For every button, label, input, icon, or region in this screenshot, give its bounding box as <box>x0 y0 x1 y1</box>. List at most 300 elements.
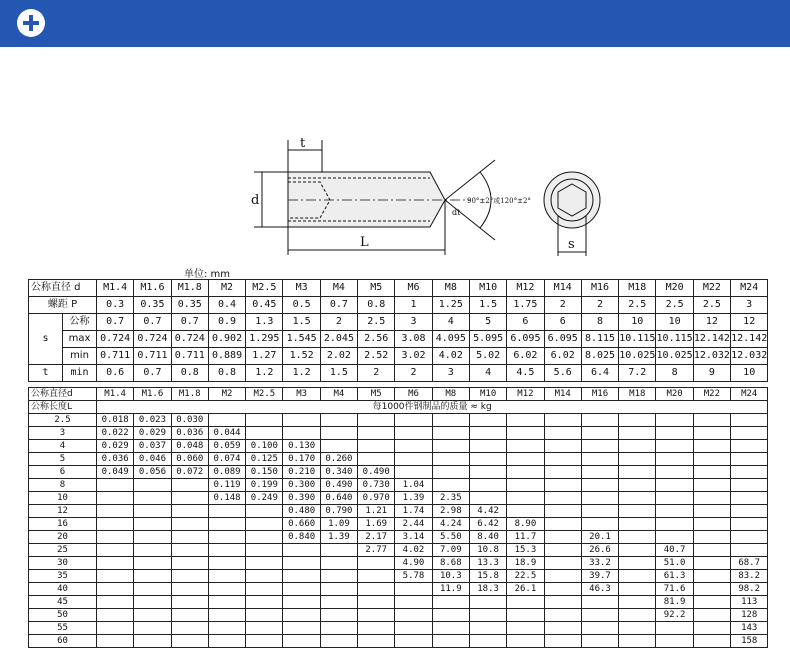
mass-cell <box>97 531 134 544</box>
pitch-label: 螺距 P <box>29 297 97 314</box>
size-header-cell: M16 <box>581 388 618 401</box>
mass-cell <box>544 557 581 570</box>
s-cell: 12.032 <box>693 348 730 365</box>
s-cell: 0.711 <box>97 348 134 365</box>
mass-cell: 5.50 <box>432 531 469 544</box>
mass-cell <box>97 596 134 609</box>
mass-cell <box>507 596 544 609</box>
s-cell: 3.02 <box>395 348 432 365</box>
mass-cell: 0.056 <box>134 466 171 479</box>
mass-cell: 0.060 <box>171 453 208 466</box>
mass-cell <box>507 414 544 427</box>
mass-cell: 0.490 <box>320 479 357 492</box>
mass-cell <box>731 531 768 544</box>
mass-cell <box>656 635 693 648</box>
mass-cell <box>246 414 283 427</box>
s-sub-label: 公称 <box>63 314 97 331</box>
s-cell: 1.52 <box>283 348 320 365</box>
mass-cell <box>246 557 283 570</box>
mass-cell: 0.170 <box>283 453 320 466</box>
s-cell: 12.032 <box>731 348 768 365</box>
length-label: 公称长度L <box>29 401 97 414</box>
mass-cell <box>581 505 618 518</box>
mass-cell <box>693 531 730 544</box>
mass-cell <box>171 544 208 557</box>
mass-cell <box>358 596 395 609</box>
mass-cell <box>320 622 357 635</box>
mass-cell <box>320 414 357 427</box>
mass-cell <box>171 635 208 648</box>
mass-cell <box>320 596 357 609</box>
s-cell: 10.025 <box>619 348 656 365</box>
size-header-cell: M24 <box>731 280 768 297</box>
mass-cell <box>544 492 581 505</box>
mass-cell <box>731 479 768 492</box>
mass-cell <box>656 414 693 427</box>
dim-dt-label: dt <box>452 208 461 217</box>
mass-row <box>29 609 768 622</box>
mass-cell <box>469 596 506 609</box>
s-cell: 12 <box>693 314 730 331</box>
length-cell: 55 <box>29 622 97 635</box>
mass-cell: 0.048 <box>171 440 208 453</box>
s-cell: 2.045 <box>320 331 357 348</box>
mass-cell: 68.7 <box>731 557 768 570</box>
size-header-cell: M16 <box>581 280 618 297</box>
size-header-cell: M5 <box>358 280 395 297</box>
pitch-cell: 2.5 <box>656 297 693 314</box>
s-cell: 4 <box>432 314 469 331</box>
mass-cell: 8.90 <box>507 518 544 531</box>
size-header-cell: M20 <box>656 388 693 401</box>
mass-cell: 4.90 <box>395 557 432 570</box>
size-header-cell: M4 <box>320 280 357 297</box>
s-cell: 12.142 <box>693 331 730 348</box>
mass-cell <box>246 531 283 544</box>
s-cell: 12 <box>731 314 768 331</box>
mass-cell <box>208 622 245 635</box>
mass-cell <box>432 414 469 427</box>
mass-cell: 143 <box>731 622 768 635</box>
mass-cell <box>581 414 618 427</box>
mass-cell <box>246 622 283 635</box>
mass-row <box>29 557 768 570</box>
mass-cell <box>544 635 581 648</box>
mass-cell <box>731 492 768 505</box>
mass-cell <box>283 596 320 609</box>
length-cell: 3 <box>29 427 97 440</box>
mass-cell <box>469 635 506 648</box>
s-cell: 3.08 <box>395 331 432 348</box>
mass-cell <box>693 492 730 505</box>
mass-cell <box>283 414 320 427</box>
mass-cell <box>97 492 134 505</box>
mass-cell <box>619 557 656 570</box>
mass-cell: 10.3 <box>432 570 469 583</box>
mass-row <box>29 583 768 596</box>
mass-cell <box>581 453 618 466</box>
mass-cell <box>731 518 768 531</box>
mass-cell <box>544 505 581 518</box>
mass-cell: 1.04 <box>395 479 432 492</box>
mass-cell <box>97 557 134 570</box>
length-cell: 50 <box>29 609 97 622</box>
t-cell: 6.4 <box>581 365 618 382</box>
s-label: s <box>29 314 63 365</box>
mass-cell: 5.78 <box>395 570 432 583</box>
mass-cell <box>544 596 581 609</box>
mass-cell <box>693 544 730 557</box>
mass-cell <box>619 635 656 648</box>
mass-cell <box>320 609 357 622</box>
mass-cell <box>656 440 693 453</box>
mass-cell: 0.044 <box>208 427 245 440</box>
mass-cell <box>731 414 768 427</box>
mass-cell <box>469 609 506 622</box>
mass-cell <box>619 583 656 596</box>
mass-cell: 0.037 <box>134 440 171 453</box>
mass-cell <box>97 635 134 648</box>
mass-cell: 0.210 <box>283 466 320 479</box>
size-header-cell: M20 <box>656 280 693 297</box>
mass-cell <box>171 492 208 505</box>
dimension-table <box>28 279 768 382</box>
mass-cell <box>208 570 245 583</box>
mass-cell: 0.030 <box>171 414 208 427</box>
mass-cell <box>97 622 134 635</box>
mass-cell: 61.3 <box>656 570 693 583</box>
mass-cell <box>358 609 395 622</box>
mass-cell <box>731 505 768 518</box>
mass-cell: 0.089 <box>208 466 245 479</box>
mass-cell: 1.69 <box>358 518 395 531</box>
mass-cell <box>469 414 506 427</box>
mass-cell: 0.018 <box>97 414 134 427</box>
mass-cell: 2.35 <box>432 492 469 505</box>
mass-cell: 0.480 <box>283 505 320 518</box>
mass-cell <box>320 440 357 453</box>
mass-cell <box>395 427 432 440</box>
mass-cell <box>246 609 283 622</box>
t-label: t <box>29 365 63 382</box>
mass-cell: 18.9 <box>507 557 544 570</box>
pitch-cell: 1.5 <box>469 297 506 314</box>
mass-row <box>29 596 768 609</box>
size-header-cell: M24 <box>731 388 768 401</box>
mass-cell <box>693 557 730 570</box>
mass-cell: 2.44 <box>395 518 432 531</box>
t-cell: 4 <box>469 365 506 382</box>
mass-cell <box>656 505 693 518</box>
mass-cell <box>619 596 656 609</box>
mass-cell <box>656 518 693 531</box>
mass-cell: 0.790 <box>320 505 357 518</box>
mass-cell <box>544 440 581 453</box>
mass-cell: 1.39 <box>395 492 432 505</box>
s-cell: 5.095 <box>469 331 506 348</box>
size-header-cell: M2.5 <box>246 280 283 297</box>
mass-cell <box>693 414 730 427</box>
dim-L-label: L <box>360 235 369 250</box>
s-cell: 6.02 <box>544 348 581 365</box>
mass-cell <box>693 440 730 453</box>
s-cell: 0.9 <box>208 314 245 331</box>
t-sub-label: min <box>63 365 97 382</box>
mass-cell <box>320 583 357 596</box>
mass-cell <box>693 518 730 531</box>
mass-cell <box>358 570 395 583</box>
mass-cell <box>97 570 134 583</box>
s-cell: 5.02 <box>469 348 506 365</box>
mass-cell: 0.036 <box>97 453 134 466</box>
mass-cell <box>507 609 544 622</box>
mass-cell: 2.98 <box>432 505 469 518</box>
mass-cell <box>171 479 208 492</box>
mass-cell <box>656 427 693 440</box>
mass-cell <box>97 544 134 557</box>
unit-label: 单位: mm <box>184 269 231 280</box>
mass-cell <box>619 479 656 492</box>
s-cell: 0.711 <box>171 348 208 365</box>
mass-cell <box>320 544 357 557</box>
mass-cell <box>246 596 283 609</box>
mass-cell: 1.39 <box>320 531 357 544</box>
mass-cell <box>395 466 432 479</box>
mass-cell <box>283 609 320 622</box>
mass-cell <box>134 531 171 544</box>
mass-cell: 7.09 <box>432 544 469 557</box>
mass-cell <box>358 622 395 635</box>
mass-cell: 18.3 <box>469 583 506 596</box>
t-cell: 2 <box>395 365 432 382</box>
mass-cell: 0.125 <box>246 453 283 466</box>
size-header-cell: M6 <box>395 388 432 401</box>
mass-cell <box>544 479 581 492</box>
mass-row <box>29 518 768 531</box>
mass-cell <box>544 583 581 596</box>
mass-cell: 0.840 <box>283 531 320 544</box>
s-cell: 6 <box>507 314 544 331</box>
length-cell: 40 <box>29 583 97 596</box>
mass-cell <box>246 583 283 596</box>
size-header-cell: M1.8 <box>171 388 208 401</box>
mass-cell: 158 <box>731 635 768 648</box>
mass-cell <box>208 544 245 557</box>
pitch-cell: 1 <box>395 297 432 314</box>
mass-cell <box>358 453 395 466</box>
mass-cell: 0.022 <box>97 427 134 440</box>
mass-cell <box>320 635 357 648</box>
s-cell: 4.02 <box>432 348 469 365</box>
mass-cell <box>208 414 245 427</box>
mass-cell <box>581 492 618 505</box>
t-cell: 1.2 <box>283 365 320 382</box>
mass-head-label: 公称直径d <box>29 388 97 401</box>
size-header-cell: M18 <box>619 280 656 297</box>
mass-cell <box>134 557 171 570</box>
s-cell: 0.889 <box>208 348 245 365</box>
length-cell: 25 <box>29 544 97 557</box>
s-cell: 1.295 <box>246 331 283 348</box>
s-cell: 3 <box>395 314 432 331</box>
size-header-cell: M1.6 <box>134 280 171 297</box>
mass-cell <box>619 414 656 427</box>
mass-cell <box>208 518 245 531</box>
mass-cell: 98.2 <box>731 583 768 596</box>
mass-cell <box>544 622 581 635</box>
mass-cell <box>581 440 618 453</box>
mass-cell <box>544 518 581 531</box>
mass-cell: 11.9 <box>432 583 469 596</box>
mass-title-row <box>29 401 768 414</box>
mass-cell <box>134 596 171 609</box>
mass-cell <box>432 440 469 453</box>
screw-body <box>288 172 445 227</box>
mass-cell: 0.046 <box>134 453 171 466</box>
mass-cell <box>97 518 134 531</box>
mass-cell <box>731 544 768 557</box>
mass-cell <box>171 518 208 531</box>
mass-cell: 0.049 <box>97 466 134 479</box>
pitch-cell: 0.5 <box>283 297 320 314</box>
mass-cell <box>581 635 618 648</box>
mass-cell: 71.6 <box>656 583 693 596</box>
size-header-cell: M5 <box>358 388 395 401</box>
mass-cell: 13.3 <box>469 557 506 570</box>
s-cell: 2.56 <box>358 331 395 348</box>
mass-cell <box>432 479 469 492</box>
mass-cell: 6.42 <box>469 518 506 531</box>
size-header-cell: M3 <box>283 280 320 297</box>
mass-cell <box>171 557 208 570</box>
pitch-cell: 0.3 <box>97 297 134 314</box>
mass-cell <box>134 518 171 531</box>
s-cell: 10.025 <box>656 348 693 365</box>
length-cell: 8 <box>29 479 97 492</box>
mass-cell <box>619 570 656 583</box>
mass-cell: 39.7 <box>581 570 618 583</box>
mass-cell <box>171 622 208 635</box>
size-header-cell: M2 <box>208 388 245 401</box>
plus-icon[interactable] <box>17 9 45 37</box>
length-cell: 45 <box>29 596 97 609</box>
mass-row <box>29 427 768 440</box>
mass-cell: 0.100 <box>246 440 283 453</box>
mass-cell: 22.5 <box>507 570 544 583</box>
length-cell: 16 <box>29 518 97 531</box>
mass-cell <box>693 622 730 635</box>
s-cell: 8.115 <box>581 331 618 348</box>
length-cell: 5 <box>29 453 97 466</box>
mass-cell <box>693 583 730 596</box>
mass-cell <box>358 414 395 427</box>
mass-cell: 0.390 <box>283 492 320 505</box>
pitch-cell: 3 <box>731 297 768 314</box>
length-cell: 30 <box>29 557 97 570</box>
mass-cell <box>246 570 283 583</box>
s-cell: 5 <box>469 314 506 331</box>
t-cell: 4.5 <box>507 365 544 382</box>
s-cell: 2 <box>320 314 357 331</box>
mass-cell <box>134 570 171 583</box>
s-cell: 1.5 <box>283 314 320 331</box>
s-cell: 6.095 <box>507 331 544 348</box>
mass-table <box>28 387 768 648</box>
mass-cell <box>581 427 618 440</box>
size-header-cell: M3 <box>283 388 320 401</box>
end-view-outer <box>544 172 600 228</box>
t-cell: 10 <box>731 365 768 382</box>
mass-cell <box>97 609 134 622</box>
mass-cell <box>693 479 730 492</box>
mass-cell: 0.730 <box>358 479 395 492</box>
pitch-cell: 0.35 <box>171 297 208 314</box>
size-header-cell: M2 <box>208 280 245 297</box>
pitch-cell: 2 <box>581 297 618 314</box>
mass-cell <box>208 583 245 596</box>
mass-cell <box>283 583 320 596</box>
mass-cell: 11.7 <box>507 531 544 544</box>
mass-cell <box>544 466 581 479</box>
mass-cell <box>395 622 432 635</box>
mass-cell: 0.260 <box>320 453 357 466</box>
mass-cell <box>544 609 581 622</box>
mass-cell <box>581 518 618 531</box>
mass-cell: 2.77 <box>358 544 395 557</box>
size-header-cell: M12 <box>507 280 544 297</box>
s-cell: 10 <box>656 314 693 331</box>
mass-cell <box>731 427 768 440</box>
mass-cell: 8.40 <box>469 531 506 544</box>
mass-cell <box>171 583 208 596</box>
mass-cell <box>693 427 730 440</box>
mass-cell: 26.6 <box>581 544 618 557</box>
mass-cell <box>507 466 544 479</box>
mass-cell <box>619 453 656 466</box>
mass-cell <box>544 414 581 427</box>
mass-header-row <box>29 388 768 401</box>
pitch-cell: 2.5 <box>619 297 656 314</box>
length-cell: 6 <box>29 466 97 479</box>
pitch-cell: 2.5 <box>693 297 730 314</box>
s-cell: 6.095 <box>544 331 581 348</box>
mass-cell <box>693 609 730 622</box>
s-cell: 0.724 <box>171 331 208 348</box>
s-cell: 1.3 <box>246 314 283 331</box>
s-sub-label: max <box>63 331 97 348</box>
mass-cell <box>619 544 656 557</box>
mass-cell: 83.2 <box>731 570 768 583</box>
mass-cell <box>656 453 693 466</box>
s-cell: 12.142 <box>731 331 768 348</box>
mass-cell <box>208 505 245 518</box>
mass-cell <box>619 609 656 622</box>
length-cell: 35 <box>29 570 97 583</box>
mass-cell <box>358 583 395 596</box>
mass-cell <box>134 492 171 505</box>
mass-cell <box>469 492 506 505</box>
mass-cell: 0.029 <box>97 440 134 453</box>
mass-cell: 4.24 <box>432 518 469 531</box>
mass-row <box>29 570 768 583</box>
s-cell: 2.5 <box>358 314 395 331</box>
mass-cell: 4.02 <box>395 544 432 557</box>
mass-cell: 0.072 <box>171 466 208 479</box>
mass-cell: 3.14 <box>395 531 432 544</box>
t-cell: 8 <box>656 365 693 382</box>
mass-cell <box>693 570 730 583</box>
mass-cell <box>693 453 730 466</box>
